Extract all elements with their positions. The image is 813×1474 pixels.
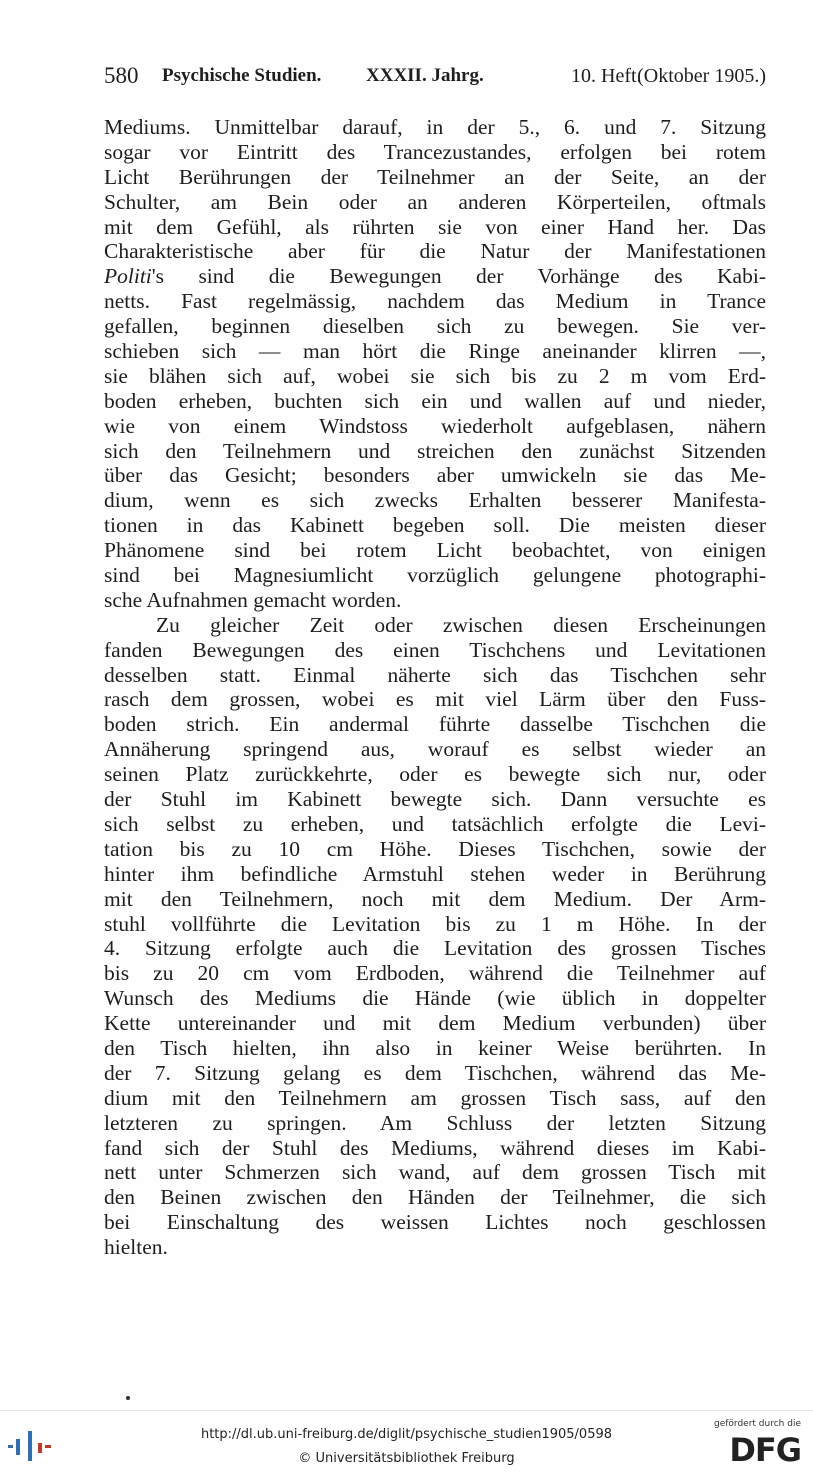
text-line: dium, wenn es sich zwecks Erhalten besserer Manifesta- [104, 488, 766, 513]
text-line: den Tisch hielten, ihn also in keiner Weise berührten. In [104, 1035, 766, 1060]
text-line: Kette untereinander und mit dem Medium verbunden) über [104, 1011, 766, 1036]
text-line: Mediums. Unmittelbar darauf, in der 5., 6. und 7. Sitzung [104, 115, 766, 139]
viewer-footer [0, 1410, 813, 1474]
text-line: schieben sich — man hört die Ringe aneinander klirren —, [104, 339, 766, 364]
text-line: sogar vor Eintritt des Trancezustandes, erfolgen bei rotem [104, 139, 766, 164]
text-line: sind bei Magnesiumlicht vorzüglich gelungene photographi- [104, 563, 766, 588]
text-line: bei Einschaltung des weissen Lichtes noch geschlossen [104, 1210, 766, 1235]
stray-mark [126, 1396, 130, 1400]
text-line: hielten. [104, 1235, 168, 1260]
text-line: Zu gleicher Zeit oder zwischen diesen Erscheinungen [156, 612, 766, 637]
text-line: sche Aufnahmen gemacht worden. [104, 587, 402, 612]
text-line: mit den Teilnehmern, noch mit dem Medium. Der Arm- [104, 886, 766, 911]
funding-label: gefördert durch die [714, 1419, 801, 1429]
text-line: sich selbst zu erheben, und tatsächlich erfolgte die Levi- [104, 811, 766, 836]
text-line: Licht Berührungen der Teilnehmer an der Seite, an der [104, 164, 766, 189]
text-line: Charakteristische aber für die Natur der Manifestationen [104, 239, 766, 264]
issue-date: (Oktober 1905.) [637, 65, 766, 87]
text-line: nett unter Schmerzen sich wand, auf dem grossen Tisch mit [104, 1160, 766, 1185]
text-line: seinen Platz zurückkehrte, oder es bewegte sich nur, oder [104, 762, 766, 787]
text-line: gefallen, beginnen dieselben sich zu bewegen. Sie ver- [104, 314, 766, 339]
text-line: Wunsch des Mediums die Hände (wie üblich in doppelter [104, 986, 766, 1011]
text-line: der 7. Sitzung gelang es dem Tischchen, während das Me- [104, 1060, 766, 1085]
text-line: boden strich. Ein andermal führte dasselbe Tischchen die [104, 712, 766, 737]
page-number: 580 [104, 63, 139, 88]
text-line: fand sich der Stuhl des Mediums, während dieses im Kabi- [104, 1135, 766, 1160]
text-line: rasch dem grossen, wobei es mit viel Lärm über den Fuss- [104, 687, 766, 712]
text-line: netts. Fast regelmässig, nachdem das Medium in Trance [104, 289, 766, 314]
permalink[interactable]: http://dl.ub.uni-freiburg.de/diglit/psychische_studien1905/0598 [200, 1427, 613, 1442]
issue-number: 10. Heft. [571, 65, 642, 87]
journal-title: Psychische Studien. [162, 65, 322, 86]
text-line: desselben statt. Einmal näherte sich das Tischchen sehr [104, 662, 766, 687]
text-line: stuhl vollführte die Levitation bis zu 1 m Höhe. In der [104, 911, 766, 936]
text-line: den Beinen zwischen den Händen der Teilnehmer, die sich [104, 1185, 766, 1210]
text-line: Politi's sind die Bewegungen der Vorhänge des Kabi- [104, 264, 766, 289]
text-line: sie blähen sich auf, wobei sie sich bis zu 2 m vom Erd- [104, 363, 766, 388]
dfg-logo: DFG [729, 1431, 801, 1469]
body-text [104, 115, 766, 1260]
text-line: fanden Bewegungen des einen Tischchens und Levitationen [104, 637, 766, 662]
text-line: Phänomene sind bei rotem Licht beobachtet, von einigen [104, 538, 766, 563]
text-line: über das Gesicht; besonders aber umwickeln sie das Me- [104, 463, 766, 488]
text-line: sich den Teilnehmern und streichen den zunächst Sitzenden [104, 438, 766, 463]
text-line: tionen in das Kabinett begeben soll. Die meisten dieser [104, 513, 766, 538]
text-line: der Stuhl im Kabinett bewegte sich. Dann versuchte es [104, 787, 766, 812]
text-line: wie von einem Windstoss wiederholt aufgeblasen, nähern [104, 413, 766, 438]
text-line: Schulter, am Bein oder an anderen Körperteilen, oftmals [104, 189, 766, 214]
text-line: letzteren zu springen. Am Schluss der letzten Sitzung [104, 1110, 766, 1135]
text-line: bis zu 20 cm vom Erdboden, während die Teilnehmer auf [104, 961, 766, 986]
text-line: mit dem Gefühl, als rührten sie von einer Hand her. Das [104, 214, 766, 239]
text-line: boden erheben, buchten sich ein und wallen auf und nieder, [104, 388, 766, 413]
text-line: hinter ihm befindliche Armstuhl stehen weder in Berührung [104, 861, 766, 886]
volume-year: XXXII. Jahrg. [366, 65, 484, 86]
text-line: tation bis zu 10 cm Höhe. Dieses Tischchen, sowie der [104, 836, 766, 861]
text-line: 4. Sitzung erfolgte auch die Levitation des grossen Tisches [104, 936, 766, 961]
text-line: Annäherung springend aus, worauf es selbst wieder an [104, 737, 766, 762]
copyright-notice: © Universitätsbibliothek Freiburg [298, 1451, 515, 1466]
text-line: dium mit den Teilnehmern am grossen Tisch sass, auf den [104, 1085, 766, 1110]
